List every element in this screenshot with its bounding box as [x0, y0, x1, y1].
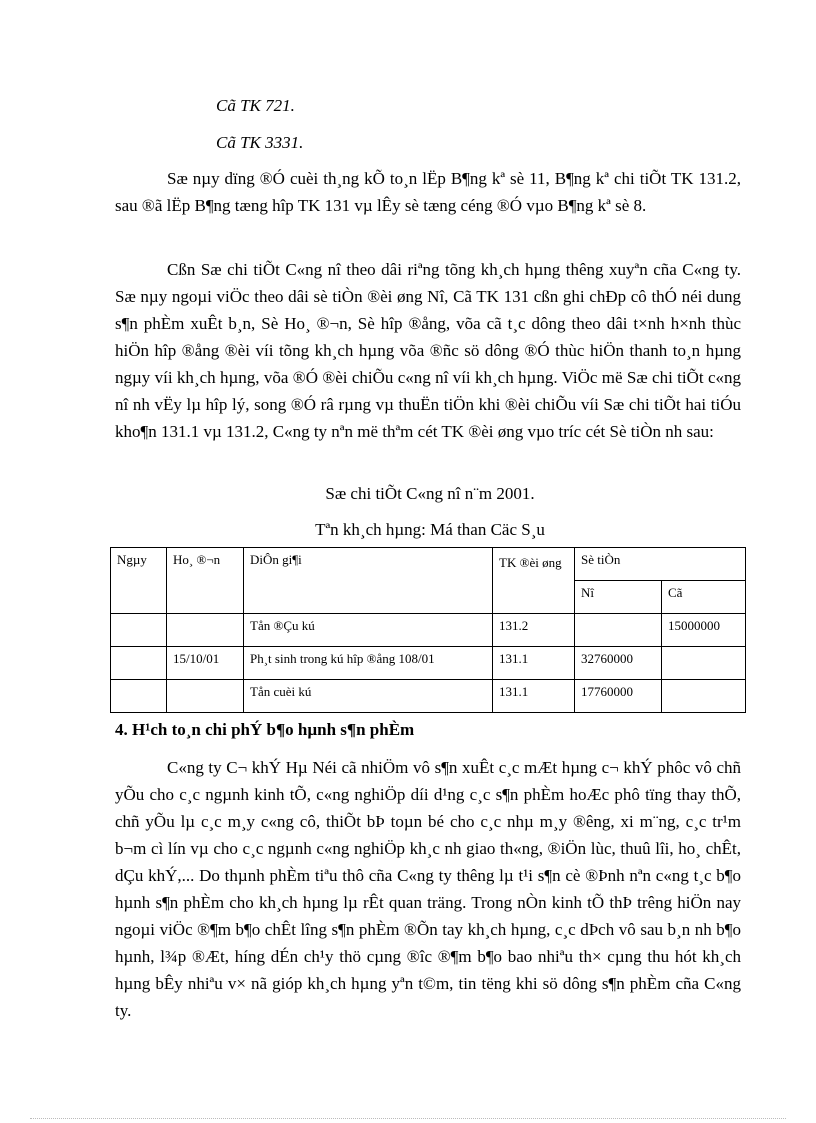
paragraph-text: C«ng ty C¬ khÝ Hµ Néi cã nhiÖm vô s¶n xuÊt c¸c mÆt hµng c¬ khÝ phôc vô chñ yÕu cho c¸c ngµnh kinh tÕ, c«ng nghiÖp díi d¹ng c¸c s¶n phÈm hoÆc phô tïng thay thÕ, chñ yÕu lµ c¸c m¸y c«ng cô, thiÕt bÞ toµn bé cho c¸c nhµ m¸y ®êng, xi m¨ng, c¸c tr¹m b¬m cì lín vµ cho c¸c ngµnh c«ng nghiÖp kh¸c nh giao th«ng, ®iÖn lùc, thuû lîi, ho¸ chÊt, dÇu khÝ,... Do thµnh phÈm tiªu thô cña C«ng ty thêng lµ t¹i s¶n cè ®Þnh nªn c«ng t¸c b¶o hµnh s¶n phÈm cho kh¸ch hµng lµ rÊt quan träng. Trong nÒn kinh tÕ thÞ trêng hiÖn nay ngoµi viÖc ®¶m b¶o chÊt lîng s¶n phÈm ®Õn tay kh¸ch hµng, c¸c dÞch vô sau b¸n nh b¶o hµnh, l¾p ®Æt, híng dÉn ch¹y thö cµng ®îc ®¶m b¶o bao nhiªu th× cµng thu hót kh¸ch hµng bÊy nhiªu v× nã gióp kh¸ch hµng yªn t©m, tin tëng khi sö dông s¶n phÈm cña C«ng ty. [115, 758, 741, 1020]
section-heading: 4. H¹ch to¸n chi phÝ b¶o hµnh s¶n phÈm [115, 720, 415, 739]
debt-ledger-table [110, 547, 746, 713]
cell-date [111, 680, 167, 713]
table-row [111, 614, 746, 647]
header-account: TK ®èi øng [493, 548, 575, 614]
credit-721-line: Cã TK 721. [216, 96, 295, 115]
cell-debit: 17760000 [575, 680, 662, 713]
table-row [111, 680, 746, 713]
paragraph-warranty [115, 754, 741, 1024]
cell-account: 131.1 [493, 680, 575, 713]
table-header-row [111, 548, 746, 581]
credit-3331-line: Cã TK 3331. [216, 133, 304, 152]
cell-credit [662, 680, 746, 713]
cell-description: Tån cuèi kú [244, 680, 493, 713]
cell-invoice [167, 614, 244, 647]
header-description: DiÔn gi¶i [244, 548, 493, 614]
cell-account: 131.1 [493, 647, 575, 680]
cell-date [111, 614, 167, 647]
page-divider [30, 1118, 786, 1119]
cell-debit: 32760000 [575, 647, 662, 680]
header-debit: Nî [575, 581, 662, 614]
cell-invoice [167, 680, 244, 713]
paragraph-debt-ledger [115, 256, 741, 445]
ledger-title: Sæ chi tiÕt C«ng nî n¨m 2001. [325, 484, 535, 503]
paragraph-text: Sæ nµy dïng ®Ó cuèi th¸ng kÕ to¸n lËp B¶ng kª sè 11, B¶ng kª chi tiÕt TK 131.2, sau ®ã lËp B¶ng tæng hîp TK 131 vµ lÊy sè tæng céng ®Ó vµo B¶ng kª sè 8. [115, 169, 741, 215]
header-date: Ngµy [111, 548, 167, 614]
header-credit: Cã [662, 581, 746, 614]
cell-invoice: 15/10/01 [167, 647, 244, 680]
header-invoice: Ho¸ ®¬n [167, 548, 244, 614]
cell-credit [662, 647, 746, 680]
table-row [111, 647, 746, 680]
paragraph-text: Cßn Sæ chi tiÕt C«ng nî theo dâi riªng tõng kh¸ch hµng thêng xuyªn cña C«ng ty. Sæ nµy ngoµi viÖc theo dâi sè tiÒn ®èi øng Nî, Cã TK 131 cßn ghi chÐp cô thÓ néi dung s¶n phÈm xuÊt b¸n, Sè Ho¸ ®¬n, Sè hîp ®ång, võa cã t¸c dông theo dâi t×nh h×nh thùc hiÖn hîp ®ång ®èi víi tõng kh¸ch hµng võa ®ñc sö dông ®Ó thùc hiÖn thanh to¸n hµng ngµy víi kh¸ch hµng, võa ®Ó ®èi chiÕu c«ng nî víi kh¸ch hµng. ViÖc më Sæ chi tiÕt c«ng nî nh vËy lµ hîp lý, song ®Ó râ rµng vµ thuËn tiÖn khi ®èi chiÕu víi Sæ chi tiÕt hai tiÓu kho¶n 131.1 vµ 131.2, C«ng ty nªn më thªm cét TK ®èi øng vµo tríc cét Sè tiÒn nh sau: [115, 260, 741, 441]
paragraph-ledger-usage [115, 165, 741, 219]
cell-account: 131.2 [493, 614, 575, 647]
ledger-customer: Tªn kh¸ch hµng: Má than Cäc S¸u [315, 520, 545, 539]
cell-credit: 15000000 [662, 614, 746, 647]
cell-debit [575, 614, 662, 647]
header-amount: Sè tiÒn [575, 548, 746, 581]
cell-date [111, 647, 167, 680]
cell-description: Ph¸t sinh trong kú hîp ®ång 108/01 [244, 647, 493, 680]
cell-description: Tån ®Çu kú [244, 614, 493, 647]
